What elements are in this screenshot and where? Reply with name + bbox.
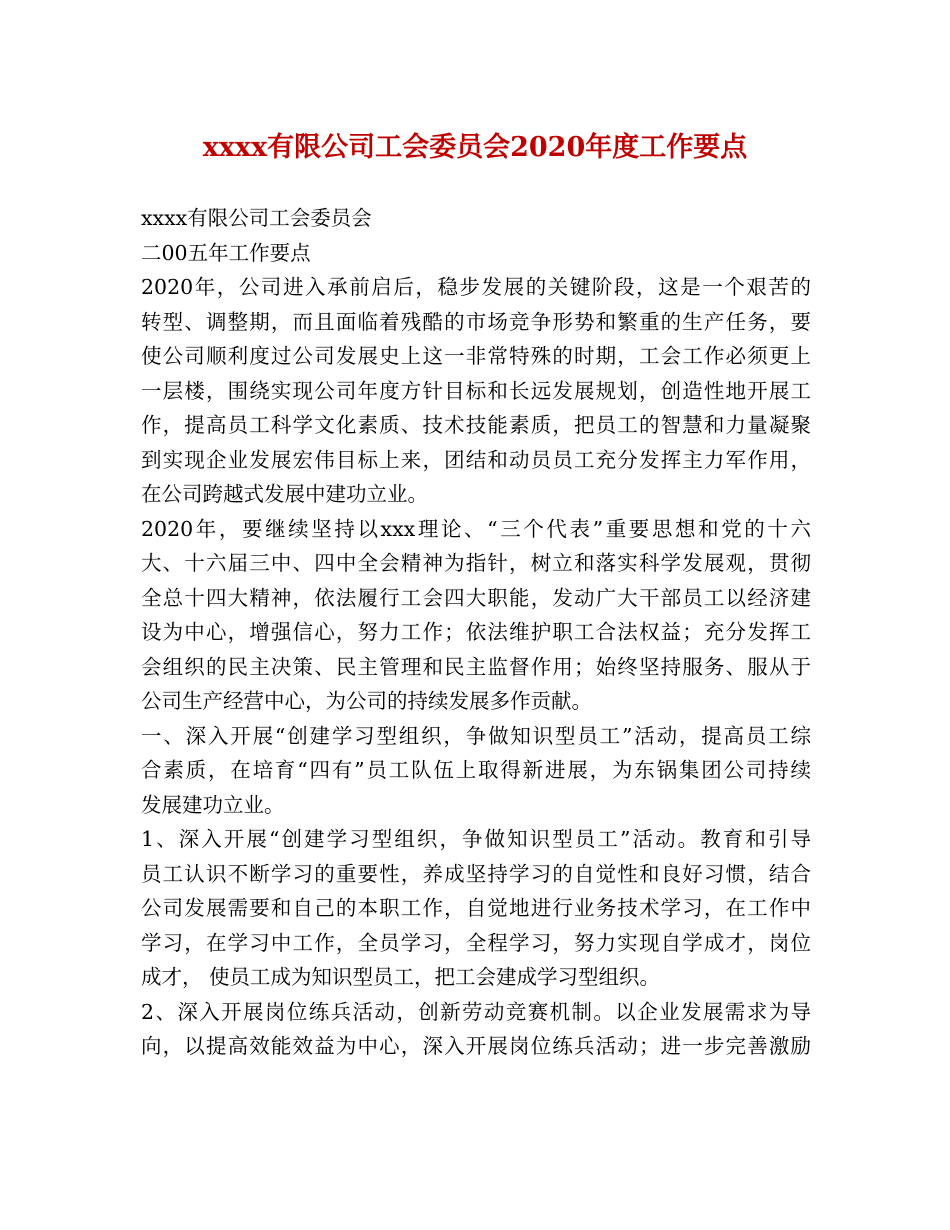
text-line: 会组织的民主决策、民主管理和民主监督作用；始终坚持服务、服从于 bbox=[141, 654, 811, 679]
document-body bbox=[141, 201, 811, 1064]
text-line: 到实现企业发展宏伟目标上来，团结和动员员工充分发挥主力军作用， bbox=[141, 447, 811, 472]
text-line: 向，以提高效能效益为中心，深入开展岗位练兵活动；进一步完善激励 bbox=[141, 1034, 811, 1058]
text-line: 2020年，要继续坚持以xxx理论、“三个代表”重要思想和党的十六 bbox=[141, 516, 811, 541]
text-line: 在公司跨越式发展中建功立业。 bbox=[141, 482, 428, 506]
text-line: 1、深入开展“创建学习型组织，争做知识型员工”活动。教育和引导 bbox=[141, 827, 811, 851]
text-line: 成才， 使员工成为知识型员工，把工会建成学习型组织。 bbox=[141, 965, 661, 989]
text-line: xxxx有限公司工会委员会 bbox=[141, 206, 372, 230]
text-line: 合素质，在培育“四有”员工队伍上取得新进展，为东锅集团公司持续 bbox=[141, 758, 811, 782]
document-title: xxxx有限公司工会委员会2020年度工作要点 bbox=[202, 132, 748, 163]
text-line: 作，提高员工科学文化素质、技术技能素质，把员工的智慧和力量凝聚 bbox=[141, 413, 811, 437]
text-line: 大、十六届三中、四中全会精神为指针，树立和落实科学发展观，贯彻 bbox=[141, 551, 811, 575]
text-line: 全总十四大精神，依法履行工会四大职能，发动广大干部员工以经济建 bbox=[141, 585, 811, 610]
text-line: 使公司顺利度过公司发展史上这一非常特殊的时期，工会工作必须更上 bbox=[141, 344, 811, 368]
text-line: 发展建功立业。 bbox=[141, 792, 285, 817]
text-line: 2020年，公司进入承前启后，稳步发展的关键阶段，这是一个艰苦的 bbox=[141, 275, 811, 299]
text-line: 员工认识不断学习的重要性，养成坚持学习的自觉性和良好习惯，结合 bbox=[141, 861, 811, 886]
text-line: 公司生产经营中心，为公司的持续发展多作贡献。 bbox=[141, 689, 592, 713]
text-line: 2、深入开展岗位练兵活动，创新劳动竞赛机制。以企业发展需求为导 bbox=[141, 999, 811, 1024]
text-line: 设为中心，增强信心，努力工作；依法维护职工合法权益；充分发挥工 bbox=[141, 620, 811, 644]
text-line: 公司发展需要和自己的本职工作，自觉地进行业务技术学习，在工作中 bbox=[141, 896, 811, 920]
text-line: 二00五年工作要点 bbox=[141, 240, 311, 265]
text-line: 转型、调整期，而且面临着残酷的市场竞争形势和繁重的生产任务，要 bbox=[141, 309, 811, 334]
text-line: 学习，在学习中工作，全员学习，全程学习，努力实现自学成才，岗位 bbox=[141, 930, 811, 955]
text-line: 一、深入开展“创建学习型组织，争做知识型员工”活动，提高员工综 bbox=[141, 723, 811, 748]
text-line: 一层楼，围绕实现公司年度方针目标和长远发展规划，创造性地开展工 bbox=[141, 378, 811, 403]
